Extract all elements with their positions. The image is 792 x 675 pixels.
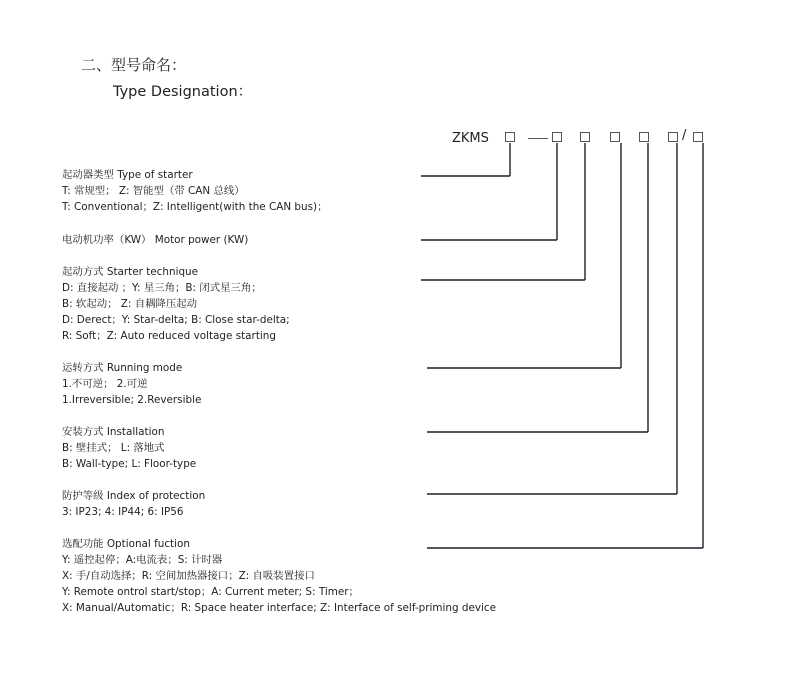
starter-type-line: T: Conventional；Z: Intelligent(with the CAN bus)； xyxy=(62,201,328,213)
model-code-prefix: ZKMS xyxy=(452,131,489,146)
installation-label: 安装方式 Installation xyxy=(62,426,165,438)
starter-technique-line: R: Soft；Z: Auto reduced voltage starting xyxy=(62,330,276,342)
installation-line: B: Wall-type; L: Floor-type xyxy=(62,458,197,470)
optional-function-line: X: Manual/Automatic；R: Space heater interface; Z: Interface of self-priming device xyxy=(62,602,497,614)
starter-technique-line: D: 直接起动 ；Y: 星三角；B: 闭式星三角； xyxy=(62,282,262,294)
running-mode-label: 运转方式 Running mode xyxy=(62,362,183,374)
starter-technique-line: D: Derect；Y: Star-delta; B: Close star-delta; xyxy=(62,314,290,326)
motor-power-label: 电动机功率（KW） Motor power (KW) xyxy=(62,234,249,246)
optional-function-line: X: 手/自动选择；R: 空间加热器接口；Z: 自吸装置接口 xyxy=(62,570,315,582)
running-mode-line: 1.Irreversible; 2.Reversible xyxy=(62,394,202,406)
optional-function-line: Y: Remote ontrol start/stop；A: Current meter; S: Timer； xyxy=(62,586,359,598)
running-mode-line: 1.不可逆； 2.可逆 xyxy=(62,378,148,390)
starter-type-label: 起动器类型 Type of starter xyxy=(62,169,193,181)
installation-line: B: 壁挂式； L: 落地式 xyxy=(62,442,165,454)
starter-type-line: T: 常规型； Z: 智能型（带 CAN 总线） xyxy=(62,185,245,197)
optional-function-line: Y: 遥控起停；A:电流表；S: 计时器 xyxy=(62,554,223,566)
protection-line: 3: IP23; 4: IP44; 6: IP56 xyxy=(62,506,184,518)
section-title-en: Type Designation： xyxy=(113,84,253,100)
starter-technique-line: B: 软起动； Z: 自耦降压起动 xyxy=(62,298,198,310)
code-slash: / xyxy=(682,128,687,143)
optional-function-label: 选配功能 Optional fuction xyxy=(62,538,190,550)
protection-label: 防护等级 Index of protection xyxy=(62,490,206,502)
starter-technique-label: 起动方式 Starter technique xyxy=(62,266,199,278)
section-title-cn: 二、型号命名： xyxy=(81,56,187,74)
